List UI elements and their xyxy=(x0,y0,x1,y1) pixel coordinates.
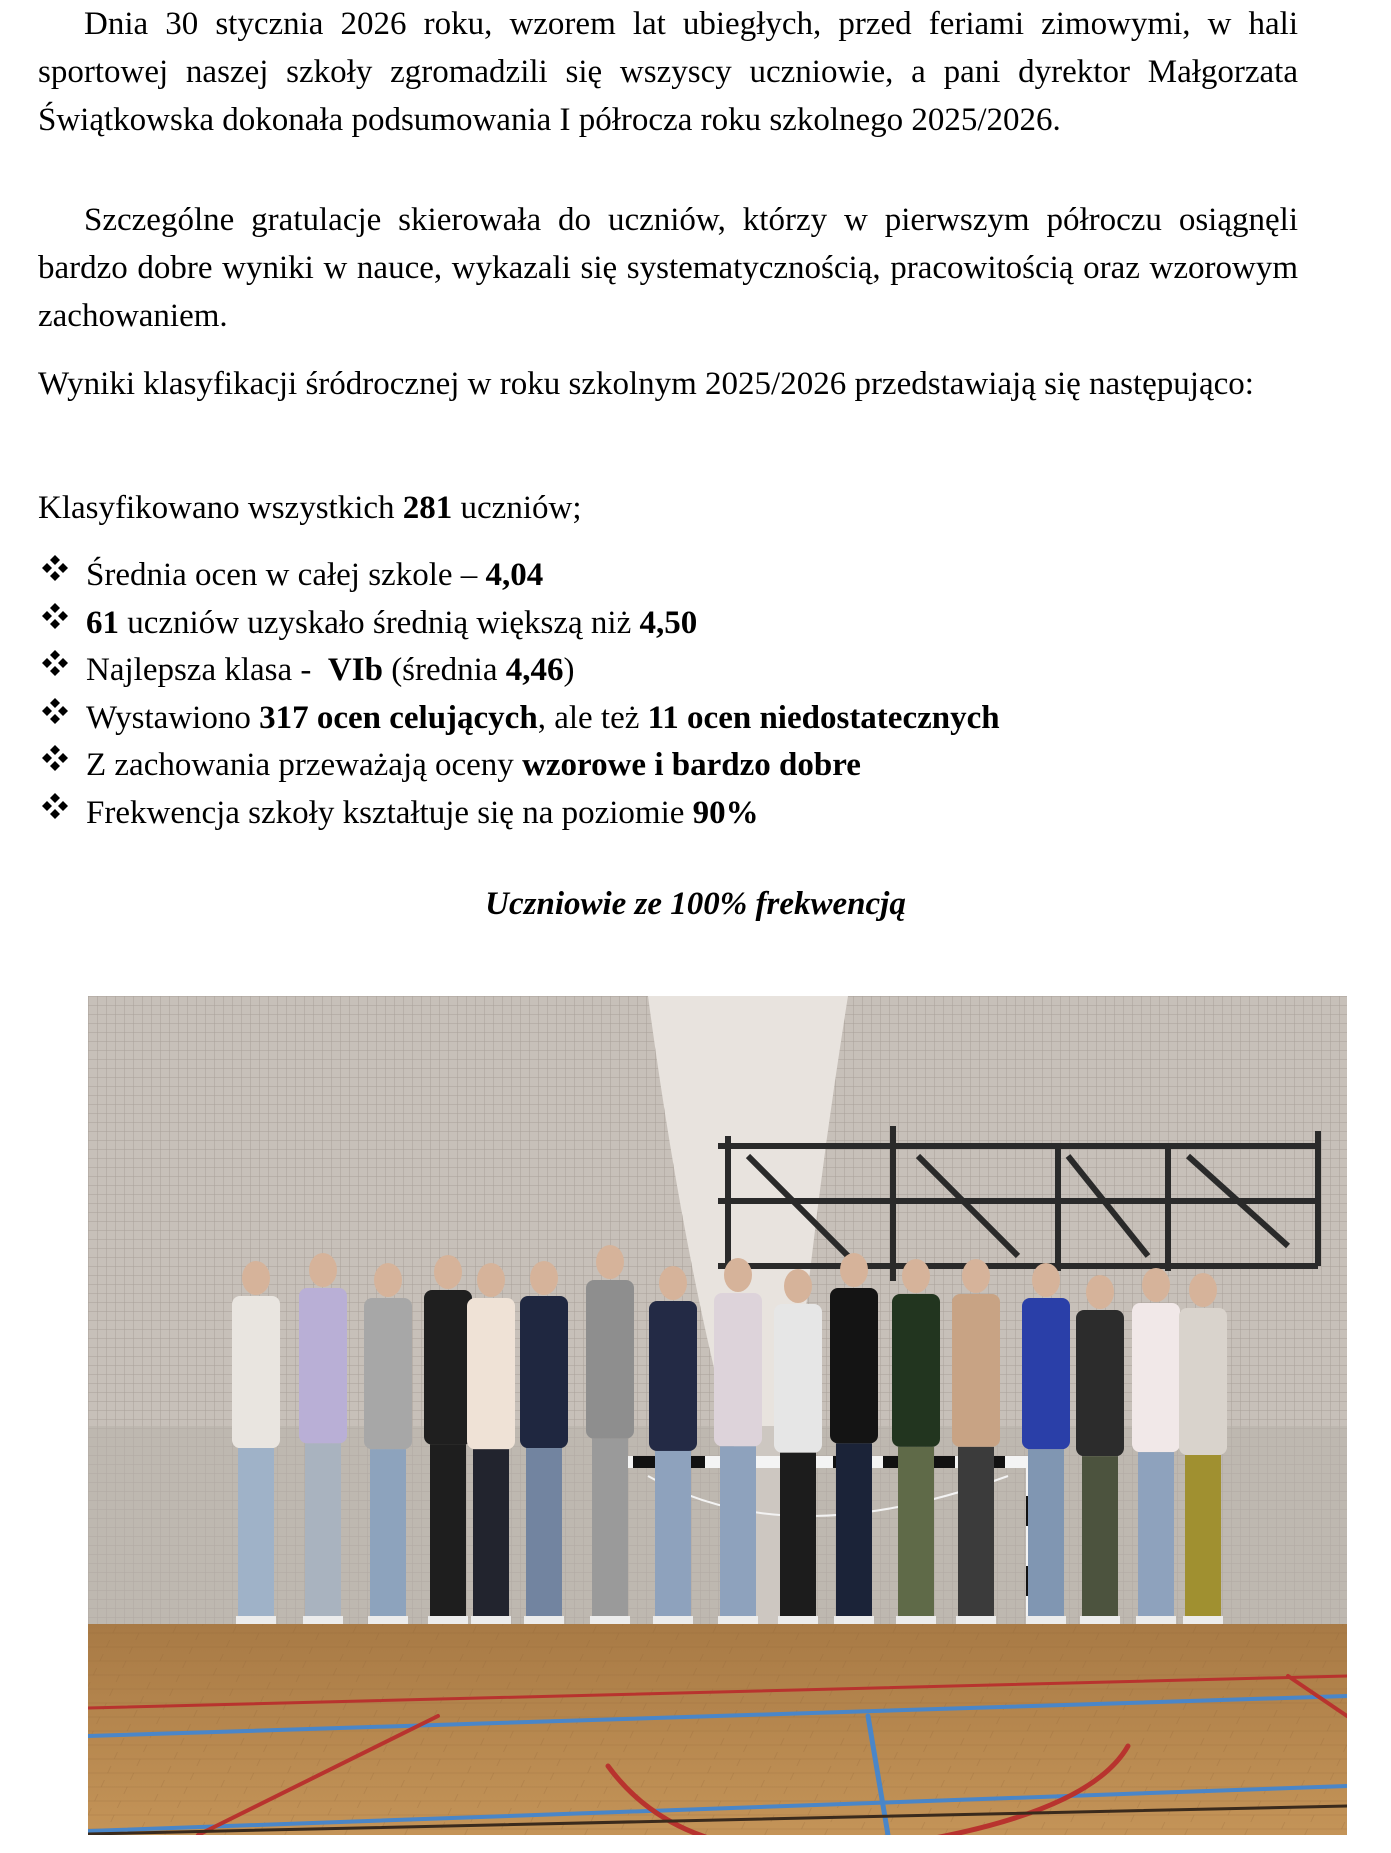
four-diamond-bullet-icon xyxy=(40,648,74,678)
item-text: ) xyxy=(563,652,575,688)
student-figure xyxy=(649,1266,697,1624)
item-text: (średnia xyxy=(382,652,506,688)
item-value: 4,04 xyxy=(485,557,544,593)
intro-paragraph xyxy=(38,0,1298,144)
student-figure xyxy=(299,1253,347,1624)
four-diamond-bullet-icon xyxy=(40,553,74,583)
list-item xyxy=(38,790,1000,838)
item-value: 61 xyxy=(86,604,119,641)
photo-caption: Uczniowie ze 100% frekwencją xyxy=(485,886,906,922)
item-value: wzorowe i bardzo dobre xyxy=(522,747,861,783)
results-list xyxy=(38,552,1000,837)
item-value: 4,50 xyxy=(639,604,698,641)
paragraph-text: Wyniki klasyfikacji śródrocznej w roku szkolnym 2025/2026 przedstawiają się następująco: xyxy=(38,366,1254,402)
item-value: 11 ocen niedostatecznych xyxy=(647,699,1000,736)
student-figure xyxy=(714,1258,762,1624)
student-figure xyxy=(1076,1275,1124,1624)
item-text: Frekwencja szkoły kształtuje się na poziomie xyxy=(86,794,693,831)
item-value: 4,46 xyxy=(505,652,564,688)
student-figure xyxy=(1132,1268,1180,1624)
paragraph-text xyxy=(38,484,1298,532)
sports-hall-photo xyxy=(88,996,1347,1835)
results-intro-paragraph xyxy=(38,360,1298,408)
four-diamond-bullet-icon xyxy=(40,601,74,631)
item-text: Najlepsza klasa - xyxy=(86,652,328,688)
list-item xyxy=(38,742,1000,790)
item-text: Średnia ocen w całej szkole – xyxy=(86,557,486,593)
student-figure xyxy=(774,1269,822,1624)
item-text: Wystawiono xyxy=(86,699,260,736)
paragraph-text: Dnia 30 stycznia 2026 roku, wzorem lat ubiegłych, przed feriami zimowymi, w hali sportowej naszej szkoły zgromadzili się wszyscy uczniowie, a pani dyrektor Małgorzata Świątkowska dokonała podsumowania I półrocza roku szkolnego 2025/2026. xyxy=(38,6,1298,138)
list-item xyxy=(38,647,1000,695)
list-item xyxy=(38,552,1000,600)
list-item xyxy=(38,600,1000,648)
four-diamond-bullet-icon xyxy=(40,791,74,821)
group-photo xyxy=(88,996,1347,1835)
summary-prefix: Klasyfikowano wszystkich xyxy=(38,490,403,526)
four-diamond-bullet-icon xyxy=(40,743,74,773)
item-text: Z zachowania przeważają oceny xyxy=(86,747,523,783)
student-figure xyxy=(467,1263,515,1624)
item-value: 317 ocen celujących xyxy=(259,699,538,736)
paragraph-text: Szczególne gratulacje skierowała do uczniów, którzy w pierwszym półroczu osiągnęli bardzo dobre wyniki w nauce, wykazali się systematycznością, pracowitością oraz wzorowym zachowaniem. xyxy=(38,202,1298,334)
congratulations-paragraph xyxy=(38,196,1298,340)
classified-summary xyxy=(38,484,1298,532)
item-value: 90% xyxy=(692,794,759,831)
student-figure xyxy=(364,1263,412,1624)
student-figure xyxy=(892,1259,940,1624)
student-figure xyxy=(520,1261,568,1624)
student-figure xyxy=(1022,1263,1070,1624)
item-value: VIb xyxy=(327,652,383,688)
student-figure xyxy=(424,1255,472,1624)
list-item xyxy=(38,695,1000,743)
student-figure xyxy=(1179,1273,1227,1624)
item-text: , ale też xyxy=(537,699,648,736)
summary-suffix: uczniów; xyxy=(452,490,582,526)
student-figure xyxy=(586,1245,634,1624)
summary-count: 281 xyxy=(402,490,453,526)
item-text: uczniów uzyskało średnią większą niż xyxy=(119,604,640,641)
student-figure xyxy=(232,1261,280,1624)
student-figure xyxy=(830,1253,878,1624)
four-diamond-bullet-icon xyxy=(40,696,74,726)
student-figure xyxy=(952,1259,1000,1624)
